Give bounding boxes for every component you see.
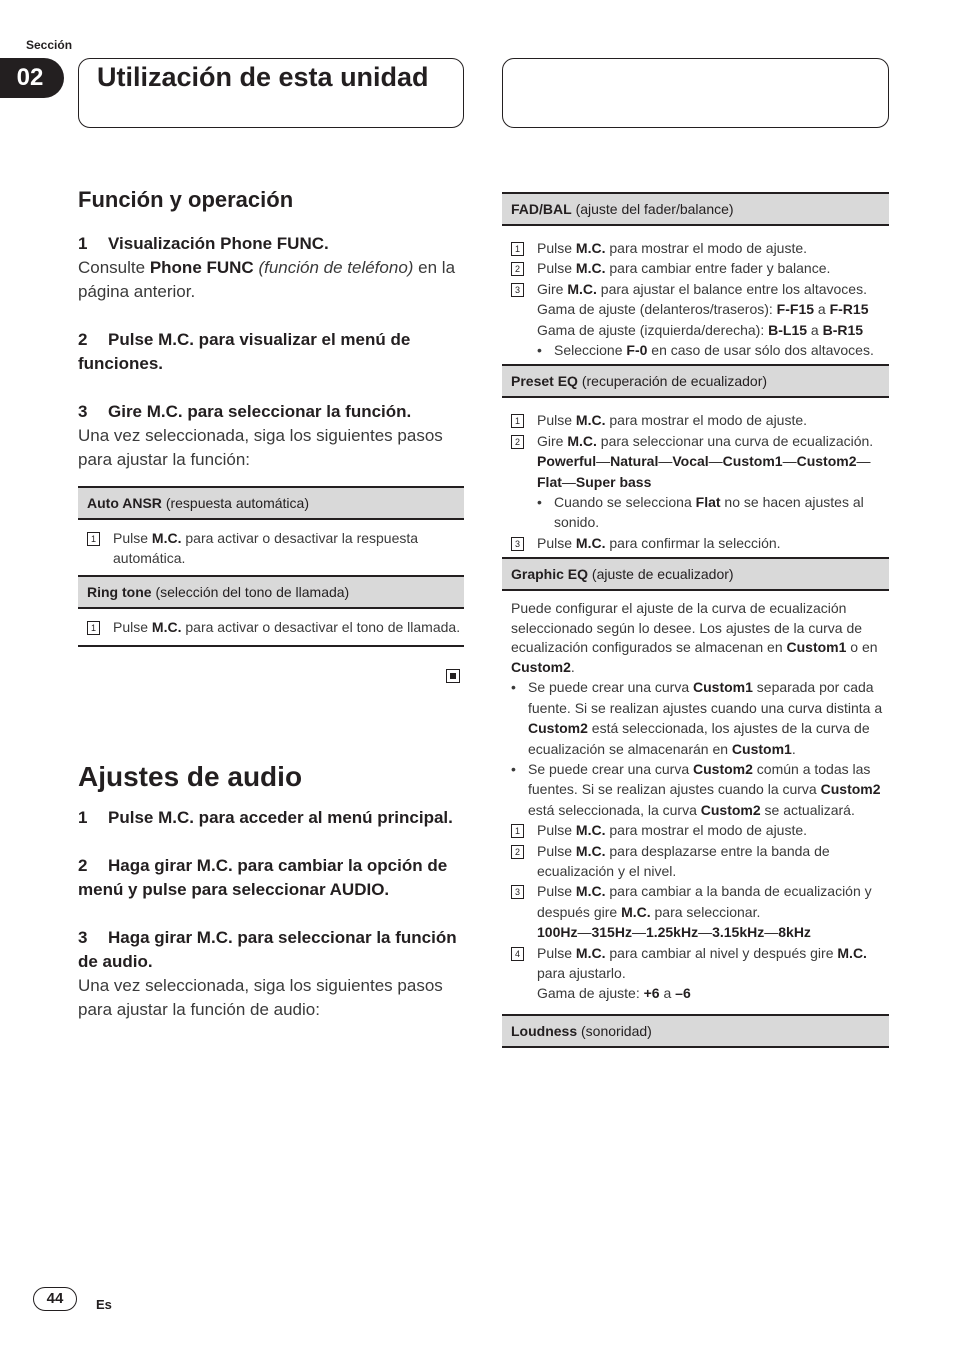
func-step-1-title: 1 Visualización Phone FUNC. xyxy=(78,234,329,253)
fad-bal-body xyxy=(502,226,889,366)
section-number-tab: 02 xyxy=(0,58,64,98)
ring-tone-header: Ring tone (selección del tono de llamada) xyxy=(78,575,464,609)
list-item: 1 Pulse M.C. para activar o desactivar la respuesta automática. xyxy=(78,528,464,569)
func-step-3-body: Una vez seleccionada, siga los siguientes pasos para ajustar la función: xyxy=(78,426,443,469)
list-item: 1 Pulse M.C. para mostrar el modo de ajuste. xyxy=(502,820,889,840)
preset-eq-body xyxy=(502,398,889,557)
section-end-mark xyxy=(446,669,460,683)
list-item: • Seleccione F-0 en caso de usar sólo dos altavoces. xyxy=(537,342,874,359)
list-item: 3 Gire M.C. para ajustar el balance entre los altavoces. xyxy=(502,279,889,299)
list-item: • Se puede crear una curva Custom1 separada por cada fuente. Si se realizan ajustes cuando una curva distinta a Custom2 está seleccionada, los ajustes de la curva de ecualización se almacenarán en Custom1. xyxy=(511,679,883,757)
ring-tone-body xyxy=(78,609,464,647)
list-item: • Se puede crear una curva Custom2 común a todas las fuentes. Si se realizan ajustes cuando la curva Custom2 está seleccionada, la curva Custom2 se actualizará. xyxy=(511,760,881,818)
graphic-eq-intro: Puede configurar el ajuste de la curva de ecualización seleccionado según lo desee. Los ajustes de la curva de ecualización configurados se almacenan en Custom1 o en Custom2. xyxy=(511,600,878,675)
left-column xyxy=(78,186,464,647)
chapter-title: Utilización de esta unidad xyxy=(78,58,464,128)
list-item: 2 Pulse M.C. para cambiar entre fader y balance. xyxy=(502,258,889,278)
audio-step-3-body: Una vez seleccionada, siga los siguientes pasos para ajustar la función de audio: xyxy=(78,976,443,1019)
audio-step-1-title: 1 Pulse M.C. para acceder al menú principal. xyxy=(78,808,453,827)
section-label: Sección xyxy=(26,38,73,52)
preset-curve-list: Powerful—Natural—Vocal—Custom1—Custom2—Flat—Super bass xyxy=(537,453,871,490)
page-number: 44 xyxy=(33,1287,77,1311)
graphic-range: Gama de ajuste: +6 a –6 xyxy=(537,985,691,1002)
audio-step-2-title: 2 Haga girar M.C. para cambiar la opción de menú y pulse para seleccionar AUDIO. xyxy=(78,856,448,899)
func-step-1-body: Consulte Phone FUNC (función de teléfono) en la página anterior. xyxy=(78,258,456,301)
blank-header-box xyxy=(502,58,889,128)
list-item: 1 Pulse M.C. para mostrar el modo de ajuste. xyxy=(502,410,889,430)
list-item: 3 Pulse M.C. para cambiar a la banda de ecualización y después gire M.C. para seleccionar. xyxy=(502,881,889,922)
right-column xyxy=(502,192,889,1048)
list-item: 3 Pulse M.C. para confirmar la selección. xyxy=(502,533,889,553)
list-item: 2 Pulse M.C. para desplazarse entre la banda de ecualización y el nivel. xyxy=(502,841,889,882)
list-item: 4 Pulse M.C. para cambiar al nivel y después gire M.C. para ajustarlo. xyxy=(502,943,889,984)
func-step-3-title: 3 Gire M.C. para seleccionar la función. xyxy=(78,402,412,421)
fad-bal-header: FAD/BAL (ajuste del fader/balance) xyxy=(502,192,889,226)
fad-range-1: Gama de ajuste (delanteros/traseros): F-F15 a F-R15 xyxy=(537,301,869,318)
list-item: • Cuando se selecciona Flat no se hacen ajustes al sonido. xyxy=(537,494,864,531)
list-item: 1 Pulse M.C. para mostrar el modo de ajuste. xyxy=(502,238,889,258)
audio-step-3-title: 3 Haga girar M.C. para seleccionar la función de audio. xyxy=(78,928,457,971)
audio-heading: Ajustes de audio xyxy=(78,761,303,792)
audio-section xyxy=(78,760,464,1022)
function-heading: Función y operación xyxy=(78,187,294,212)
graphic-band-list: 100Hz—315Hz—1.25kHz—3.15kHz—8kHz xyxy=(537,924,811,941)
auto-ansr-body xyxy=(78,520,464,575)
preset-eq-header: Preset EQ (recuperación de ecualizador) xyxy=(502,366,889,398)
fad-range-2: Gama de ajuste (izquierda/derecha): B-L15 a B-R15 xyxy=(537,321,864,338)
list-item: 1 Pulse M.C. para activar o desactivar el tono de llamada. xyxy=(78,617,464,637)
language-code: Es xyxy=(96,1297,112,1312)
loudness-header: Loudness (sonoridad) xyxy=(502,1014,889,1048)
graphic-eq-header: Graphic EQ (ajuste de ecualizador) xyxy=(502,557,889,591)
graphic-eq-body xyxy=(502,591,889,1014)
auto-ansr-header: Auto ANSR (respuesta automática) xyxy=(78,486,464,520)
func-step-2-title: 2 Pulse M.C. para visualizar el menú de funciones. xyxy=(78,330,411,373)
list-item: 2 Gire M.C. para seleccionar una curva de ecualización. xyxy=(502,431,889,451)
